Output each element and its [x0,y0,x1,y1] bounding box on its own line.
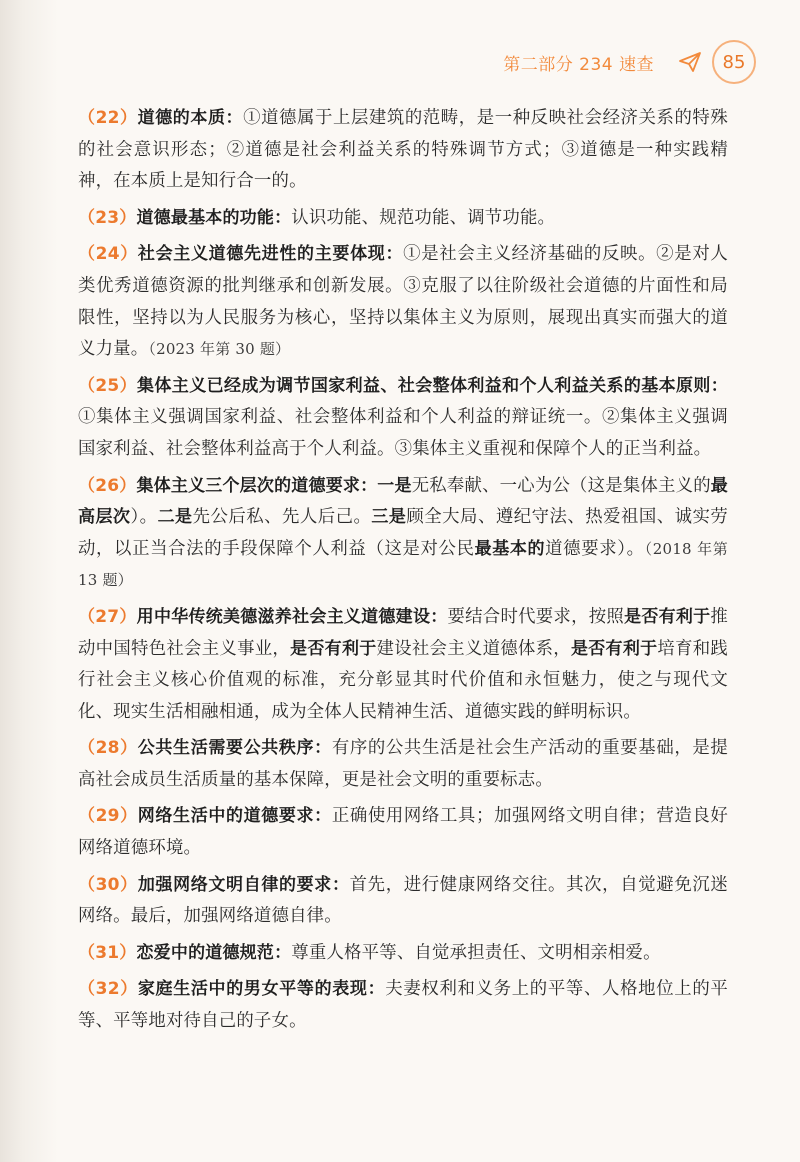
list-item [78,733,728,796]
item-keyword: 是否有利于 [624,606,711,627]
item-keyword: 加强网络文明自律的要求： [137,874,350,895]
item-keyword: 公共生活需要公共秩序： [137,738,332,759]
item-keyword: 最基本的 [474,538,546,559]
item-keyword: 是否有利于 [290,638,377,659]
item-text: 建设社会主义道德体系， [376,638,571,659]
item-text: 培育和践行社会主义核心价值观的标准，充分彰显其时代价值和永恒魅力，使之与现代文化、现实生活相融相通，成为全体人民精神生活、道德实践的鲜明标识。 [78,638,729,722]
list-item [78,371,728,466]
knowledge-list [78,103,728,1043]
page-gutter-shadow [0,0,58,1162]
section-title: 第二部分 234 速查 [503,54,654,75]
item-text: 尊重人格平等、自觉承担责任、文明相亲相爱。 [291,942,661,963]
list-item [78,801,728,864]
page-number: 85 [712,40,756,84]
item-text: 推动中国特色社会主义事业， [78,606,728,659]
item-text: 有序的公共生活是社会生产活动的重要基础，是提高社会成员生活质量的基本保障，更是社会文明的重要标志。 [78,738,729,790]
list-item [78,203,728,235]
exam-reference: （2018 年第 13 题） [78,539,728,590]
item-keyword: 家庭生活中的男女平等的表现： [137,979,386,1000]
list-item [78,938,728,970]
page-header [503,44,756,80]
item-number: （25） [78,375,138,396]
item-number: （27） [78,606,137,627]
list-item [78,870,728,933]
item-text: 道德要求）。 [545,538,645,559]
item-number: （31） [78,942,137,963]
item-text: 要结合时代要求，按照 [447,606,625,627]
item-number: （24） [78,244,138,265]
list-item [78,239,728,365]
item-keyword: 集体主义已经成为调节国家利益、社会整体利益和个人利益关系的基本原则： [137,375,728,396]
list-item [78,602,728,728]
item-text: 顾全大局、遵纪守法、热爱祖国、诚实劳动，以正当合法的手段保障个人利益（这是对公民 [78,507,729,559]
item-keyword: 社会主义道德先进性的主要体现： [137,244,404,265]
item-text: 无私奉献、一心为公（这是集体主义的 [411,475,711,496]
item-keyword: 恋爱中的道德规范： [136,942,292,963]
item-text: ①是社会主义经济基础的反映。②是对人类优秀道德资源的批判继承和创新发展。③克服了以往阶级社会道德的片面性和局限性，坚持以为人民服务为核心，坚持以集体主义为原则，展现出真实而强大的道义力量。 [78,244,728,360]
item-text: 首先，进行健康网络交往。其次，自觉避免沉迷网络。最后，加强网络道德自律。 [78,874,728,927]
item-keyword: 网络生活中的道德要求： [137,806,332,827]
item-number: （30） [78,874,138,895]
item-keyword: 最高层次 [78,475,728,528]
list-item [78,103,728,198]
item-keyword: 用中华传统美德滋养社会主义道德建设： [136,606,448,627]
item-keyword: 是否有利于 [570,638,658,659]
item-text: 正确使用网络工具；加强网络文明自律；营造良好网络道德环境。 [78,806,729,859]
item-text: ①道德属于上层建筑的范畴，是一种反映社会经济关系的特殊的社会意识形态；②道德是社会利益关系的特殊调节方式；③道德是一种实践精神，在本质上是知行合一的。 [78,108,728,192]
item-number: （32） [78,979,138,1000]
item-keyword: 三是 [371,507,407,528]
exam-reference: （2023 年第 30 题） [148,340,291,359]
item-text: 夫妻权利和义务上的平等、人格地位上的平等、平等地对待自己的子女。 [78,979,728,1032]
item-keyword: 集体主义三个层次的道德要求：一是 [136,475,412,496]
item-number: （22） [78,108,138,128]
item-keyword: 道德的本质： [137,108,244,128]
item-keyword: 道德最基本的功能： [136,207,292,228]
item-number: （29） [78,806,138,827]
item-text: ）。 [130,507,158,528]
paper-plane-icon [678,51,702,73]
item-keyword: 二是 [157,507,193,528]
item-number: （26） [78,475,137,496]
list-item [78,471,728,597]
item-number: （28） [78,738,138,759]
item-text: ①集体主义强调国家利益、社会整体利益和个人利益的辩证统一。②集体主义强调国家利益、社会整体利益高于个人利益。③集体主义重视和保障个人的正当利益。 [78,407,728,459]
item-text: 先公后私、先人后己。 [192,507,372,528]
list-item [78,974,728,1037]
item-text: 认识功能、规范功能、调节功能。 [291,207,556,228]
item-number: （23） [78,207,137,228]
